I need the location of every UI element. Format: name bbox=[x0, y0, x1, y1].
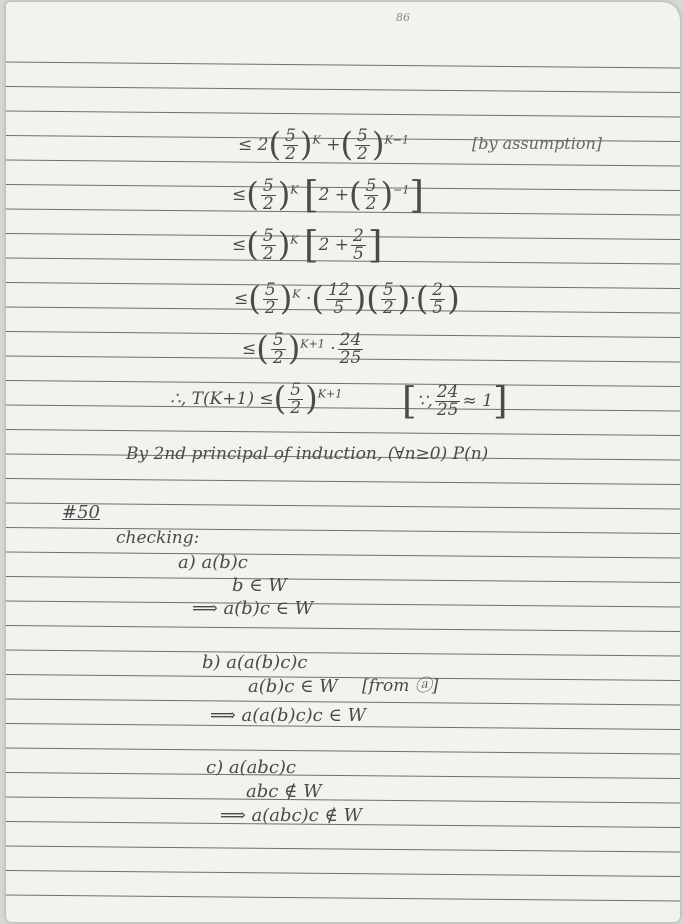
proof-step-4: ≤( $\frac{5}{2}$ )$^K$ ·( $\frac{12}{5}$ )( $\frac{5}{2}$ )·( $\frac{2}{5}$ ) bbox=[234, 279, 460, 318]
assumption-note: [by assumption] bbox=[472, 134, 603, 153]
ruled-line bbox=[6, 479, 680, 485]
ruled-line bbox=[6, 528, 680, 534]
ruled-line bbox=[6, 405, 680, 411]
part-b-line-2: a(b)c ∈ W bbox=[248, 676, 338, 697]
ruled-line bbox=[6, 87, 680, 93]
page-number: 86 bbox=[396, 11, 410, 24]
part-b-line-3: ⟹ a(a(b)c)c ∈ W bbox=[210, 705, 367, 726]
part-a-line-1: a) a(b)c bbox=[178, 552, 248, 573]
ruled-line bbox=[6, 871, 680, 877]
ruled-line bbox=[6, 626, 680, 632]
ruled-line bbox=[6, 381, 680, 387]
proof-step-5: ≤( $\frac{5}{2}$ )$^{K+1}$ · $\frac{24}{25}$ bbox=[242, 329, 362, 368]
proof-conclusion: ∴, T(K+1) ≤( $\frac{5}{2}$ )$^{K+1}$ bbox=[170, 379, 343, 418]
ruled-line bbox=[6, 650, 680, 656]
notebook-page bbox=[6, 2, 680, 922]
part-c-line-3: ⟹ a(abc)c ∉ W bbox=[220, 805, 362, 826]
part-b-line-1: b) a(a(b)c)c bbox=[202, 652, 308, 673]
ruled-line bbox=[6, 552, 680, 558]
part-b-note: [from ⓐ] bbox=[362, 676, 439, 696]
part-a-line-2: b ∈ W bbox=[232, 575, 287, 596]
checking-label: checking: bbox=[116, 528, 200, 548]
ruled-line bbox=[6, 503, 680, 509]
ruled-line bbox=[6, 601, 680, 607]
ruled-line bbox=[6, 895, 680, 901]
ruled-line bbox=[6, 577, 680, 583]
proof-step-2: ≤( $\frac{5}{2}$ )$^K$ [2 +( $\frac{5}{2}$ )$^{-1}$] bbox=[232, 172, 424, 217]
conclusion-justification: [∵, $\frac{24}{25}$ ≈ 1] bbox=[402, 378, 508, 423]
part-c-line-2: abc ∉ W bbox=[246, 781, 322, 802]
ruled-line bbox=[6, 430, 680, 436]
ruled-line bbox=[6, 797, 680, 803]
ruled-line bbox=[6, 111, 680, 117]
ruled-line bbox=[6, 62, 680, 68]
problem-number: #50 bbox=[62, 502, 100, 523]
part-a-line-3: ⟹ a(b)c ∈ W bbox=[192, 598, 314, 619]
proof-step-1: ≤ 2( $\frac{5}{2}$ )$^K$ +( $\frac{5}{2}$ )$^{K-1}$ bbox=[238, 125, 410, 164]
ruled-line bbox=[6, 675, 680, 681]
ruled-line bbox=[6, 748, 680, 754]
part-c-line-1: c) a(abc)c bbox=[206, 757, 297, 778]
proof-step-3: ≤( $\frac{5}{2}$ )$^K$ [2 + $\frac{2}{5}$ ] bbox=[232, 222, 383, 267]
ruled-line bbox=[6, 846, 680, 852]
ruled-line bbox=[6, 773, 680, 779]
induction-statement: By 2nd principal of induction, (∀n≥0) P(n) bbox=[126, 444, 489, 464]
